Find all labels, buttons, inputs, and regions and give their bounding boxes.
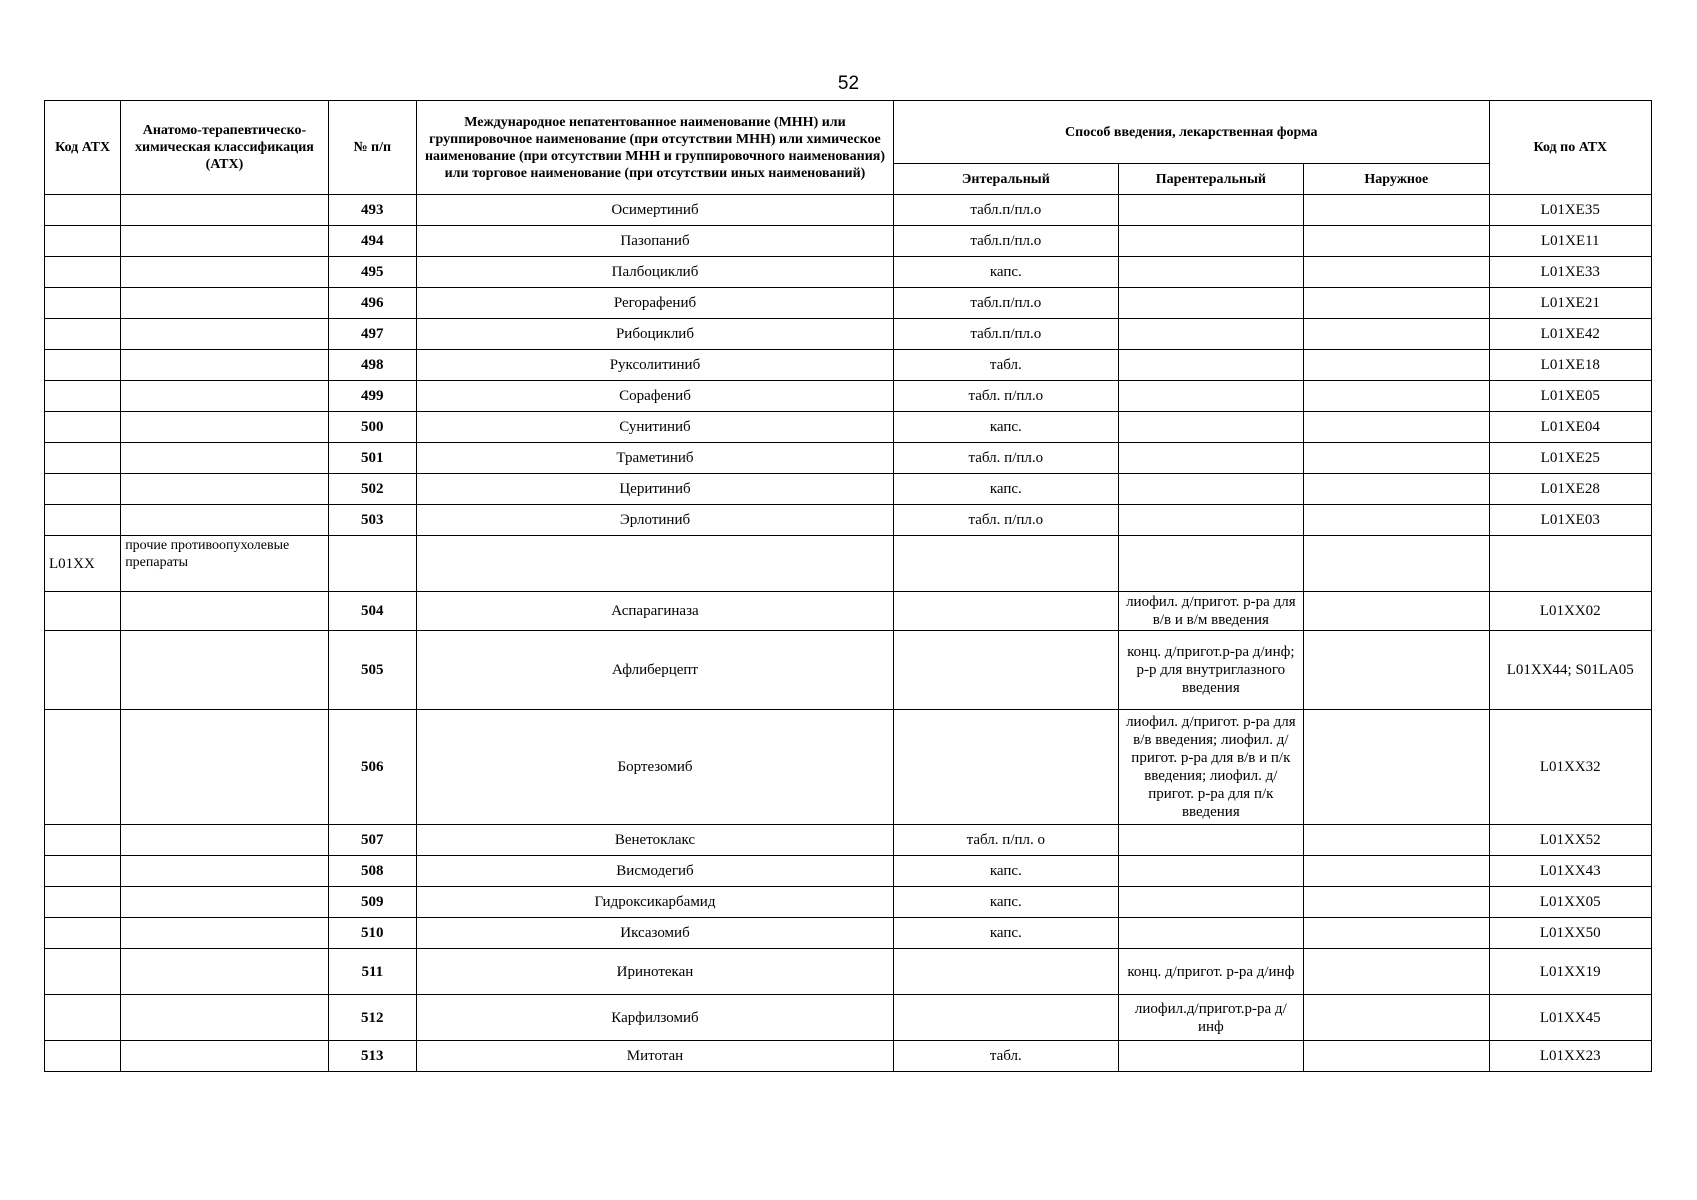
cell-drug-name: Регорафениб [416, 288, 893, 319]
cell-parenteral [1118, 288, 1303, 319]
table-group-row [45, 536, 1652, 592]
table-row [45, 918, 1652, 949]
cell-enteral: капс. [894, 257, 1119, 288]
cell-external [1304, 631, 1489, 710]
table-row [45, 412, 1652, 443]
cell-drug-name: Рибоциклиб [416, 319, 893, 350]
cell-drug-name: Эрлотиниб [416, 505, 893, 536]
header-atx-code: Код АТХ [45, 101, 121, 195]
cell-external [1304, 474, 1489, 505]
cell-external [1304, 856, 1489, 887]
cell-atx-code [45, 474, 121, 505]
cell-drug-name: Гидроксикарбамид [416, 887, 893, 918]
cell-drug-name: Сунитиниб [416, 412, 893, 443]
header-external: Наружное [1304, 164, 1489, 195]
cell-atx-class [121, 631, 329, 710]
cell-atx-code: L01XX [45, 536, 121, 592]
cell-enteral: табл. п/пл.о [894, 381, 1119, 412]
cell-parenteral [1118, 887, 1303, 918]
cell-atx-class [121, 350, 329, 381]
cell-parenteral [1118, 856, 1303, 887]
cell-external [1304, 918, 1489, 949]
cell-atx-class [121, 949, 329, 995]
table-row [45, 443, 1652, 474]
cell-parenteral: конц. д/пригот. р-ра д/инф [1118, 949, 1303, 995]
cell-atx-class [121, 710, 329, 825]
cell-external [1304, 381, 1489, 412]
cell-enteral [894, 949, 1119, 995]
cell-atx-class [121, 887, 329, 918]
cell-atx-by: L01XX45 [1489, 995, 1651, 1041]
cell-drug-name: Висмодегиб [416, 856, 893, 887]
cell-num: 496 [328, 288, 416, 319]
cell-atx-code [45, 319, 121, 350]
cell-enteral: капс. [894, 412, 1119, 443]
cell-parenteral [1118, 257, 1303, 288]
cell-atx-class [121, 856, 329, 887]
cell-parenteral [1118, 226, 1303, 257]
cell-atx-class [121, 1041, 329, 1072]
table-header [45, 101, 1652, 195]
cell-atx-class [121, 443, 329, 474]
cell-external [1304, 443, 1489, 474]
cell-num: 506 [328, 710, 416, 825]
cell-atx-code [45, 288, 121, 319]
cell-atx-code [45, 856, 121, 887]
header-route-group: Способ введения, лекарственная форма [894, 101, 1489, 164]
table-row [45, 195, 1652, 226]
cell-external [1304, 319, 1489, 350]
cell-num: 498 [328, 350, 416, 381]
cell-enteral: капс. [894, 474, 1119, 505]
cell-parenteral: лиофил. д/пригот. р-ра для в/в введения; лиофил. д/пригот. р-ра для в/в и п/к введения; лиофил. д/пригот. р-ра для п/к введения [1118, 710, 1303, 825]
cell-atx-by: L01XX32 [1489, 710, 1651, 825]
header-atx-class: Анатомо-терапевтическо-химическая классификация (АТХ) [121, 101, 329, 195]
cell-atx-code [45, 226, 121, 257]
cell-parenteral [1118, 443, 1303, 474]
cell-drug-name: Руксолитиниб [416, 350, 893, 381]
cell-atx-class [121, 381, 329, 412]
cell-enteral [894, 631, 1119, 710]
cell-enteral: табл. п/пл.о [894, 505, 1119, 536]
table-row [45, 288, 1652, 319]
cell-atx-by: L01XE18 [1489, 350, 1651, 381]
table-row [45, 710, 1652, 825]
cell-drug-name: Венетоклакс [416, 825, 893, 856]
cell-num: 494 [328, 226, 416, 257]
cell-external [1304, 710, 1489, 825]
cell-drug-name: Аспарагиназа [416, 592, 893, 631]
cell-parenteral: лиофил. д/пригот. р-ра для в/в и в/м введения [1118, 592, 1303, 631]
cell-enteral: табл. п/пл. о [894, 825, 1119, 856]
cell-atx-by: L01XE04 [1489, 412, 1651, 443]
cell-atx-by: L01XE42 [1489, 319, 1651, 350]
cell-enteral: табл. п/пл.о [894, 443, 1119, 474]
cell-enteral: табл.п/пл.о [894, 226, 1119, 257]
header-atx-by: Код по АТХ [1489, 101, 1651, 195]
cell-drug-name: Осимертиниб [416, 195, 893, 226]
cell-external [1304, 505, 1489, 536]
cell-atx-by: L01XE11 [1489, 226, 1651, 257]
cell-drug-name: Бортезомиб [416, 710, 893, 825]
cell-atx-class [121, 412, 329, 443]
cell-atx-by: L01XX19 [1489, 949, 1651, 995]
cell-parenteral [1118, 1041, 1303, 1072]
table-row [45, 319, 1652, 350]
cell-num: 513 [328, 1041, 416, 1072]
cell-external [1304, 226, 1489, 257]
cell-drug-name: Афлиберцепт [416, 631, 893, 710]
cell-external [1304, 257, 1489, 288]
cell-parenteral [1118, 195, 1303, 226]
table-row [45, 887, 1652, 918]
cell-atx-class [121, 195, 329, 226]
cell-num: 511 [328, 949, 416, 995]
cell-parenteral [1118, 825, 1303, 856]
table-row [45, 1041, 1652, 1072]
cell-parenteral [1118, 319, 1303, 350]
cell-parenteral [1118, 505, 1303, 536]
cell-enteral: табл. [894, 1041, 1119, 1072]
cell-external [1304, 592, 1489, 631]
cell-enteral [894, 592, 1119, 631]
cell-enteral: табл.п/пл.о [894, 288, 1119, 319]
cell-atx-by: L01XE35 [1489, 195, 1651, 226]
cell-num: 505 [328, 631, 416, 710]
cell-drug-name: Митотан [416, 1041, 893, 1072]
table-row [45, 474, 1652, 505]
cell-num: 512 [328, 995, 416, 1041]
cell-external [1304, 825, 1489, 856]
table-row [45, 995, 1652, 1041]
cell-drug-name: Траметиниб [416, 443, 893, 474]
cell-drug-name: Сорафениб [416, 381, 893, 412]
cell-atx-class [121, 226, 329, 257]
cell-enteral [894, 710, 1119, 825]
cell-atx-class [121, 918, 329, 949]
cell-atx-code [45, 949, 121, 995]
cell-atx-by: L01XE03 [1489, 505, 1651, 536]
cell-atx-code [45, 350, 121, 381]
cell-atx-class [121, 319, 329, 350]
cell-parenteral: конц. д/пригот.р-ра д/инф; р-р для внутриглазного введения [1118, 631, 1303, 710]
cell-external [1304, 995, 1489, 1041]
cell-enteral: табл.п/пл.о [894, 319, 1119, 350]
cell-atx-by [1489, 536, 1651, 592]
cell-atx-code [45, 631, 121, 710]
cell-atx-code [45, 710, 121, 825]
cell-atx-by: L01XE33 [1489, 257, 1651, 288]
cell-enteral: табл.п/пл.о [894, 195, 1119, 226]
cell-atx-class [121, 592, 329, 631]
cell-atx-code [45, 505, 121, 536]
cell-atx-by: L01XX52 [1489, 825, 1651, 856]
cell-parenteral [1118, 474, 1303, 505]
cell-enteral: капс. [894, 918, 1119, 949]
cell-atx-by: L01XX44; S01LA05 [1489, 631, 1651, 710]
cell-num: 495 [328, 257, 416, 288]
cell-num: 493 [328, 195, 416, 226]
cell-num: 503 [328, 505, 416, 536]
cell-drug-name [416, 536, 893, 592]
header-parenteral: Парентеральный [1118, 164, 1303, 195]
drug-table [44, 100, 1652, 1072]
table-row [45, 631, 1652, 710]
cell-num: 508 [328, 856, 416, 887]
cell-external [1304, 949, 1489, 995]
cell-enteral: капс. [894, 887, 1119, 918]
cell-num: 497 [328, 319, 416, 350]
cell-drug-name: Карфилзомиб [416, 995, 893, 1041]
cell-atx-code [45, 195, 121, 226]
table-row [45, 381, 1652, 412]
cell-num: 504 [328, 592, 416, 631]
cell-atx-class [121, 257, 329, 288]
table-row [45, 949, 1652, 995]
cell-atx-by: L01XX23 [1489, 1041, 1651, 1072]
cell-enteral [894, 995, 1119, 1041]
table-row [45, 257, 1652, 288]
cell-atx-code [45, 887, 121, 918]
cell-enteral [894, 536, 1119, 592]
table-row [45, 350, 1652, 381]
cell-atx-code [45, 381, 121, 412]
cell-num: 500 [328, 412, 416, 443]
cell-atx-class [121, 288, 329, 319]
cell-parenteral [1118, 381, 1303, 412]
header-enteral: Энтеральный [894, 164, 1119, 195]
cell-atx-by: L01XE05 [1489, 381, 1651, 412]
table-row [45, 856, 1652, 887]
cell-external [1304, 536, 1489, 592]
cell-num: 509 [328, 887, 416, 918]
cell-atx-code [45, 995, 121, 1041]
cell-atx-by: L01XE25 [1489, 443, 1651, 474]
cell-parenteral [1118, 536, 1303, 592]
cell-num: 501 [328, 443, 416, 474]
cell-atx-code [45, 412, 121, 443]
table-row [45, 592, 1652, 631]
cell-atx-class [121, 825, 329, 856]
cell-atx-by: L01XE28 [1489, 474, 1651, 505]
cell-atx-by: L01XX43 [1489, 856, 1651, 887]
header-name: Международное непатентованное наименование (МНН) или группировочное наименование (при отсутствии МНН) или химическое наименование (при отсутствии МНН и группировочного наименования) или торговое наименование (при отсутствии иных наименований) [416, 101, 893, 195]
cell-atx-by: L01XX50 [1489, 918, 1651, 949]
cell-parenteral [1118, 918, 1303, 949]
table-body [45, 195, 1652, 1072]
page-number: 52 [837, 73, 860, 94]
cell-atx-by: L01XE21 [1489, 288, 1651, 319]
cell-parenteral: лиофил.д/пригот.р-ра д/инф [1118, 995, 1303, 1041]
cell-atx-code [45, 257, 121, 288]
cell-external [1304, 412, 1489, 443]
cell-parenteral [1118, 412, 1303, 443]
cell-external [1304, 1041, 1489, 1072]
cell-enteral: капс. [894, 856, 1119, 887]
cell-external [1304, 887, 1489, 918]
cell-num: 507 [328, 825, 416, 856]
cell-external [1304, 350, 1489, 381]
cell-atx-class: прочие противоопухолевые препараты [121, 536, 329, 592]
cell-atx-code [45, 1041, 121, 1072]
cell-atx-code [45, 825, 121, 856]
cell-atx-code [45, 443, 121, 474]
cell-drug-name: Пазопаниб [416, 226, 893, 257]
cell-num: 502 [328, 474, 416, 505]
cell-atx-class [121, 474, 329, 505]
cell-external [1304, 195, 1489, 226]
cell-external [1304, 288, 1489, 319]
table-row [45, 505, 1652, 536]
cell-atx-by: L01XX02 [1489, 592, 1651, 631]
cell-num: 499 [328, 381, 416, 412]
table-row [45, 825, 1652, 856]
cell-atx-by: L01XX05 [1489, 887, 1651, 918]
cell-parenteral [1118, 350, 1303, 381]
table-row [45, 226, 1652, 257]
header-num: № п/п [328, 101, 416, 195]
cell-atx-code [45, 592, 121, 631]
cell-drug-name: Иринотекан [416, 949, 893, 995]
cell-drug-name: Иксазомиб [416, 918, 893, 949]
cell-atx-code [45, 918, 121, 949]
cell-drug-name: Палбоциклиб [416, 257, 893, 288]
cell-atx-class [121, 995, 329, 1041]
cell-num: 510 [328, 918, 416, 949]
cell-enteral: табл. [894, 350, 1119, 381]
cell-num [328, 536, 416, 592]
cell-drug-name: Церитиниб [416, 474, 893, 505]
cell-atx-class [121, 505, 329, 536]
